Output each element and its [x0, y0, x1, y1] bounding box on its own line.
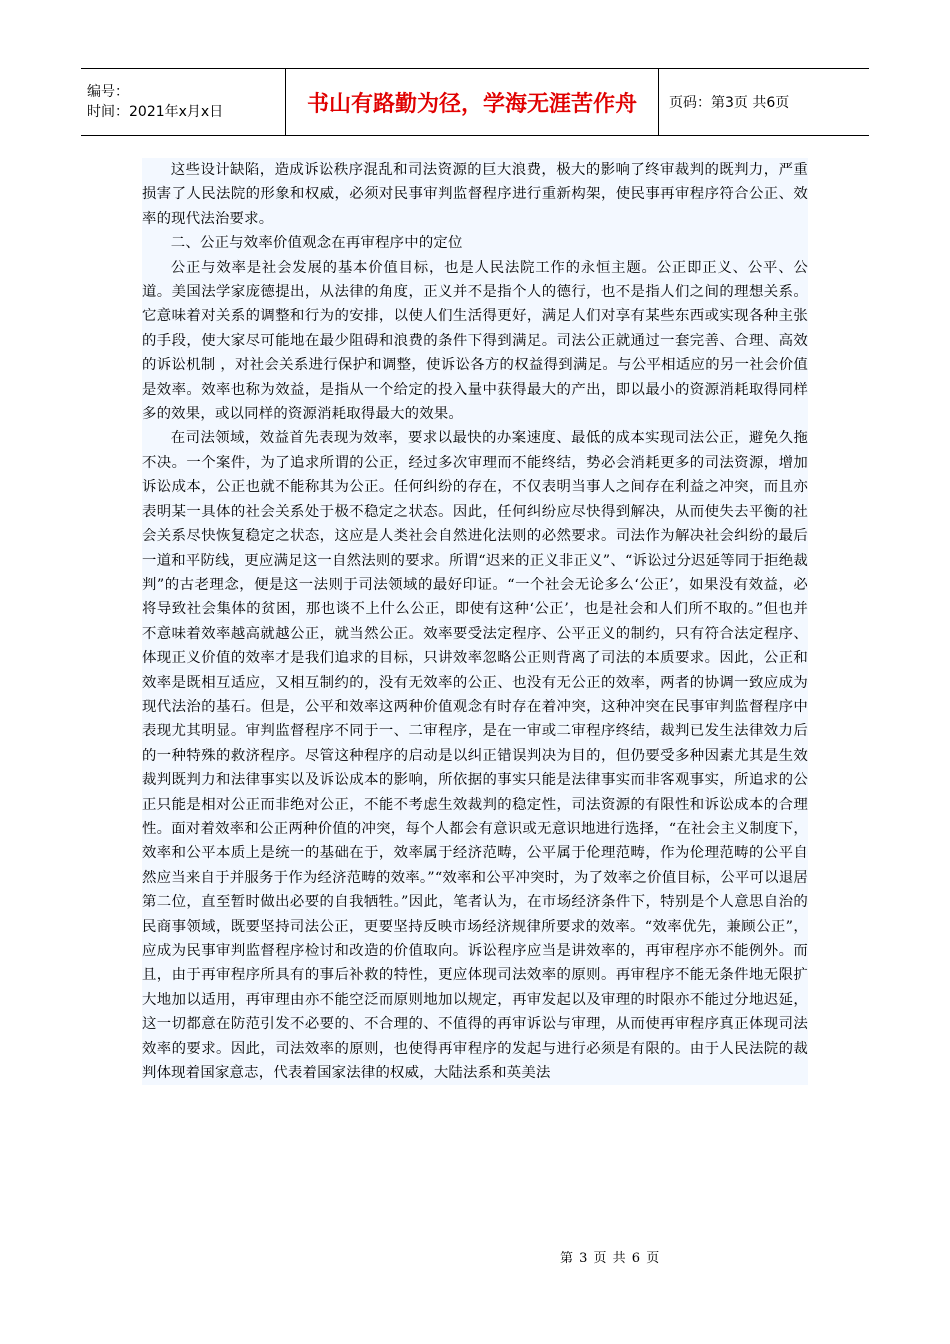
- page-info-text: 页码：第3页 共6页: [669, 95, 790, 111]
- paragraph: 在司法领域，效益首先表现为效率，要求以最快的办案速度、最低的成本实现司法公正，避免久拖不决。一个案件，为了追求所谓的公正，经过多次审理而不能终结，势必会消耗更多的司法资源，增加诉讼成本，公正也就不能称其为公正。任何纠纷的存在，不仅表明当事人之间存在利益之冲突，而且亦表明某一具体的社会关系处于极不稳定之状态。因此，任何纠纷应尽快得到解决，从而使失去平衡的社会关系尽快恢复稳定之状态，这应是人类社会自然进化法则的必然要求。司法作为解决社会纠纷的最后一道和平防线，更应满足这一自然法则的要求。所谓“迟来的正义非正义”、“诉讼过分迟延等同于拒绝裁判”的古老理念，便是这一法则于司法领域的最好印证。“一个社会无论多么‘公正’，如果没有效益，必将导致社会集体的贫困，那也谈不上什么公正，即使有这种‘公正’，也是社会和人们所不取的。”但也并不意味着效率越高就越公正，就当然公正。效率要受法定程序、公平正义的制约，只有符合法定程序、体现正义价值的效率才是我们追求的目标，只讲效率忽略公正则背离了司法的本质要求。因此，公正和效率是既相互适应，又相互制约的，没有无效率的公正、也没有无公正的效率，两者的协调一致应成为现代法治的基石。但是，公平和效率这两种价值观念有时存在着冲突，这种冲突在民事审判监督程序中表现尤其明显。审判监督程序不同于一、二审程序，是在一审或二审程序终结，裁判已发生法律效力后的一种特殊的救济程序。尽管这种程序的启动是以纠正错误判决为目的，但仍要受多种因素尤其是生效裁判既判力和法律事实以及诉讼成本的影响，所依据的事实只能是法律事实而非客观事实，所追求的公正只能是相对公正而非绝对公正，不能不考虑生效裁判的稳定性，司法资源的有限性和诉讼成本的合理性。面对着效率和公正两种价值的冲突，每个人都会有意识或无意识地进行选择，“在社会主义制度下，效率和公平本质上是统一的基础在于，效率属于经济范畴，公平属于伦理范畴，作为伦理范畴的公平自然应当来自于并服务于作为经济范畴的效率。”“效率和公平冲突时，为了效率之价值目标，公平可以退居第二位，直至暂时做出必要的自我牺牲。”因此，笔者认为，在市场经济条件下，特别是个人意思自治的民商事领域，既要坚持司法公正，更要坚持反映市场经济规律所要求的效率。“效率优先，兼顾公正”，应成为民事审判监督程序检讨和改造的价值取向。诉讼程序应当是讲效率的，再审程序亦不能例外。而且，由于再审程序所具有的事后补救的特性，更应体现司法效率的原则。再审程序不能无条件地无限扩大地加以适用，再审理由亦不能空泛而原则地加以规定，再审发起以及审理的时限亦不能过分地迟延，这一切都意在防范引发不必要的、不合理的、不值得的再审诉讼与审理，从而使再审程序真正体现司法效率的要求。因此，司法效率的原则，也使得再审程序的发起与进行必须是有限的。由于人民法院的裁判体现着国家意志，代表着国家法律的权威，大陆法系和英美法: [142, 430, 808, 1082]
- page-footer: [560, 1247, 660, 1266]
- section-heading: 二、公正与效率价值观念在再审程序中的定位: [170, 235, 463, 252]
- page-header: [81, 68, 869, 136]
- footer-page-number: 第 3 页 共 6 页: [560, 1251, 661, 1266]
- header-meta: [81, 69, 285, 135]
- document-body: [142, 158, 808, 1085]
- paragraph: 这些设计缺陷，造成诉讼秩序混乱和司法资源的巨大浪费，极大的影响了终审裁判的既判力，严重损害了人民法院的形象和权威，必须对民事审判监督程序进行重新构架，使民事再审程序符合公正、效率的现代法治要求。: [142, 162, 808, 227]
- document-date: 时间：2021年x月x日: [87, 104, 224, 120]
- header-motto: [285, 69, 659, 135]
- paragraph: 公正与效率是社会发展的基本价值目标，也是人民法院工作的永恒主题。公正即正义、公平、公道。美国法学家庞德提出，从法律的角度，正义并不是指个人的德行，也不是指人们之间的理想关系。它意味着对关系的调整和行为的安排，以使人们生活得更好，满足人们对享有某些东西或实现各种主张的手段，使大家尽可能地在最少阻碍和浪费的条件下得到满足。司法公正就通过一套完善、合理、高效的诉讼机制 ，对社会关系进行保护和调整，使诉讼各方的权益得到满足。与公平相适应的另一社会价值是效率。效率也称为效益，是指从一个给定的投入量中获得最大的产出，即以最小的资源消耗取得同样多的效果，或以同样的资源消耗取得最大的效果。: [142, 259, 808, 423]
- header-page-info: [659, 69, 869, 135]
- motto-text: 书山有路勤为径，学海无涯苦作舟: [306, 91, 637, 117]
- document-code: 编号：: [87, 84, 129, 100]
